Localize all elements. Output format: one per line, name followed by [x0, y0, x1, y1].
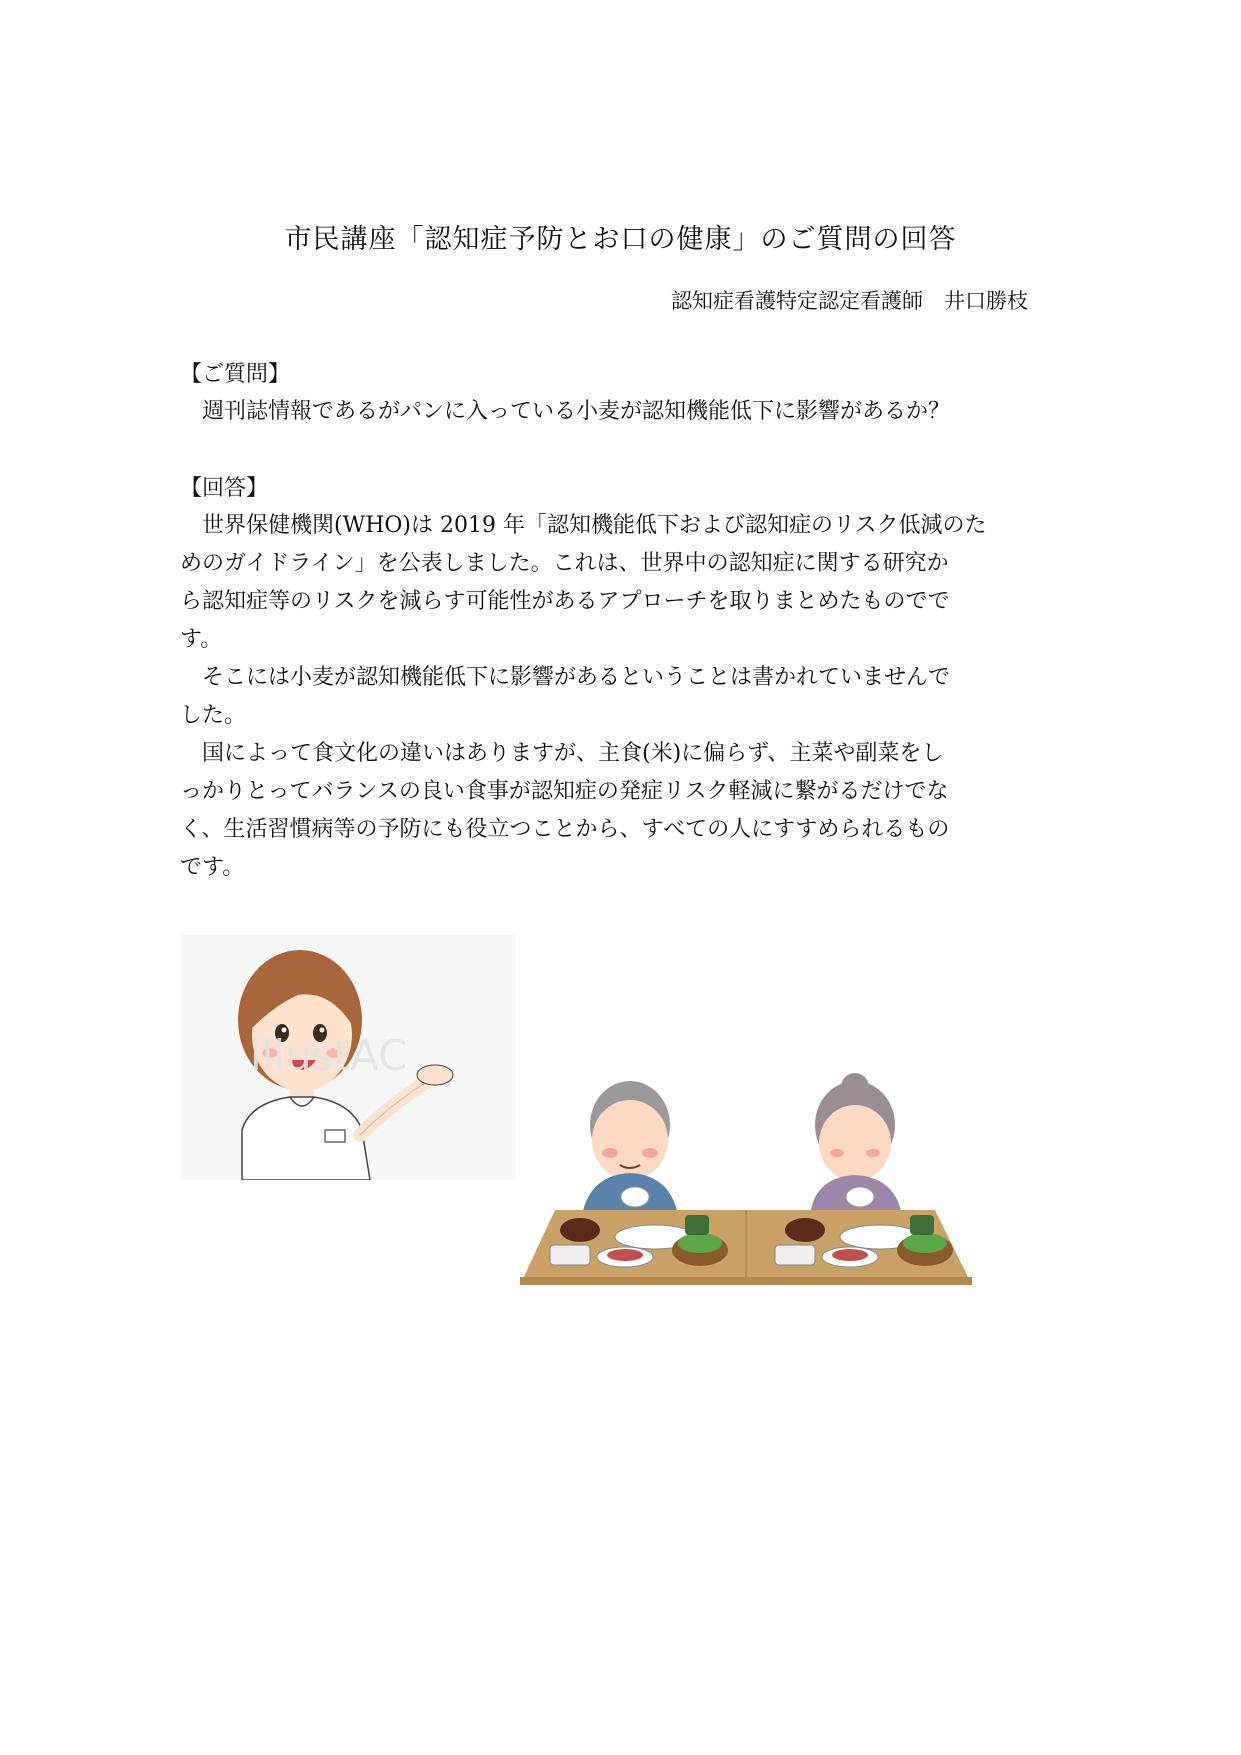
- answer-line: した。: [180, 703, 247, 728]
- document-title: 市民講座「認知症予防とお口の健康」のご質問の回答: [284, 224, 957, 255]
- author-line: 認知症看護特定認定看護師 井口勝枝: [671, 289, 1028, 313]
- question-heading: 【ご質問】: [180, 362, 291, 387]
- answer-line: 世界保健機関(WHO)は 2019 年「認知機能低下および認知症のリスク低減のた: [180, 513, 987, 538]
- answer-line: です。: [180, 855, 245, 880]
- answer-line: っかりとってバランスの良い食事が認知症の発症リスク軽減に繋がるだけでな: [180, 779, 949, 804]
- answer-line: す。: [180, 627, 223, 652]
- answer-heading: 【回答】: [180, 476, 269, 501]
- answer-line: 国によって食文化の違いはありますが、主食(米)に偏らず、主菜や副菜をし: [180, 741, 944, 766]
- svg-text:illustAC: illustAC: [250, 1031, 408, 1080]
- answer-line: く、生活習慣病等の予防にも役立つことから、すべての人にすすめられるもの: [180, 817, 950, 842]
- nurse-illustration: [180, 935, 515, 1180]
- answer-line: めのガイドライン」を公表しました。これは、世界中の認知症に関する研究か: [180, 551, 949, 576]
- answer-line: そこには小麦が認知機能低下に影響があるということは書かれていませんで: [180, 665, 951, 690]
- elderly-couple-meal-illustration: [510, 1045, 980, 1285]
- question-text: 週刊誌情報であるがパンに入っている小麦が認知機能低下に影響があるか？: [180, 399, 951, 424]
- answer-line: ら認知症等のリスクを減らす可能性があるアプローチを取りまとめたものでで: [180, 589, 950, 614]
